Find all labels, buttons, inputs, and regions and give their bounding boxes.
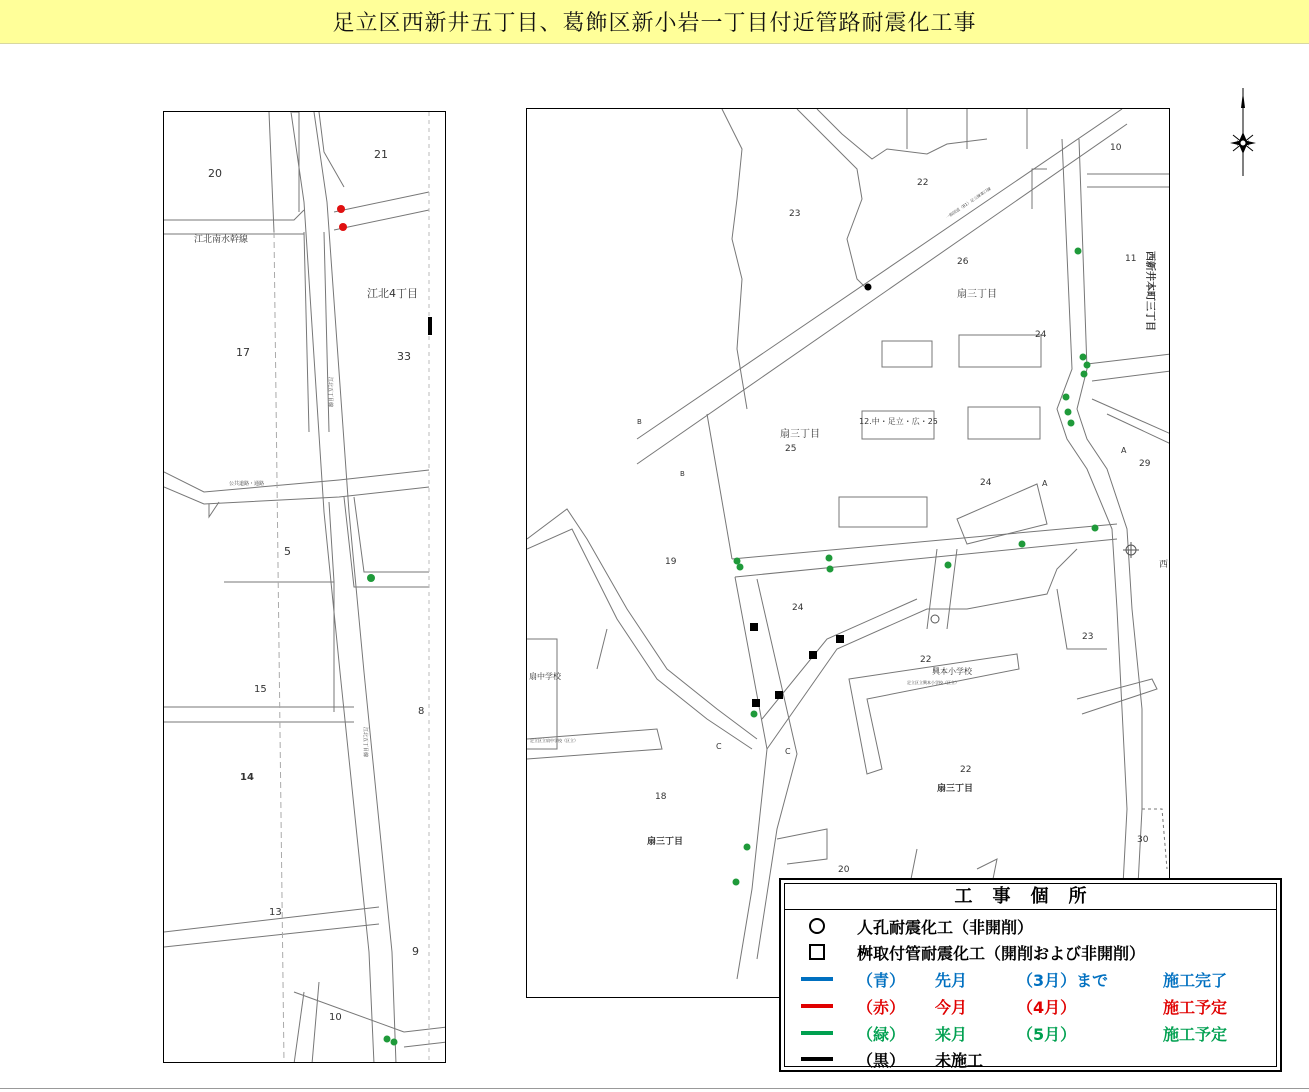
circle-icon xyxy=(801,916,833,936)
label-block-22b: 22 xyxy=(920,655,932,665)
label-school-ogi-jhs: 扇中学校 xyxy=(529,672,561,681)
red-line-icon xyxy=(801,1002,833,1010)
legend-blue-status: 施工完了 xyxy=(1163,970,1228,990)
symbol-ring xyxy=(931,615,939,623)
label-town-ogi3-a: 扇三丁目 xyxy=(957,289,997,300)
legend-row-pipe xyxy=(785,939,1276,965)
label-block-11: 11 xyxy=(1125,254,1137,264)
legend-blue-month: （3月）まで xyxy=(1017,970,1109,990)
label-block-14: 14 xyxy=(240,772,254,783)
label-c-2: C xyxy=(785,747,791,756)
map-left-roads xyxy=(164,112,446,1063)
label-block-22c: 22 xyxy=(960,765,972,775)
legend-black-period: 未施工 xyxy=(935,1050,984,1070)
legend-blue-period: 先月 xyxy=(935,970,968,990)
page-title-bar xyxy=(0,0,1309,44)
marker-green-dot[interactable] xyxy=(367,574,375,582)
black-line-icon xyxy=(801,1055,833,1063)
label-block-20: 20 xyxy=(208,167,222,180)
marker-green-dot[interactable] xyxy=(751,711,758,718)
marker-black-square[interactable] xyxy=(775,691,783,699)
legend-row-manhole-text: 人孔耐震化工（非開削） xyxy=(857,917,1034,937)
legend-green-color: （緑） xyxy=(857,1024,906,1044)
label-school-okimoto: 興本小学校 xyxy=(932,667,972,676)
legend-green-period: 来月 xyxy=(935,1024,968,1044)
label-town-kohoku4: 江北4丁目 xyxy=(367,287,418,300)
map-right[interactable] xyxy=(526,108,1170,998)
marker-green-dot[interactable] xyxy=(1068,420,1075,427)
label-block-33: 33 xyxy=(397,350,411,363)
label-block-21: 21 xyxy=(374,148,388,161)
marker-black-dot[interactable] xyxy=(865,284,872,291)
marker-green-dot[interactable] xyxy=(733,879,740,886)
map-left-canvas xyxy=(164,112,446,1063)
label-town-ogi3-c: 扇三丁目 xyxy=(647,837,684,847)
marker-green-dot[interactable] xyxy=(1084,362,1091,369)
label-block-10: 10 xyxy=(1110,143,1122,153)
label-road-vertical-1: 江北五丁目線 xyxy=(327,377,333,408)
label-block-24b: 24 xyxy=(980,478,992,488)
north-arrow-icon xyxy=(1222,88,1266,180)
label-block-9: 9 xyxy=(412,945,419,958)
marker-black-squares xyxy=(750,623,844,707)
label-block-23a: 23 xyxy=(789,209,801,219)
marker-green-dot[interactable] xyxy=(945,562,952,569)
legend xyxy=(779,878,1282,1072)
legend-row-pipe-text: 桝取付管耐震化工（開削および非開削） xyxy=(857,943,1146,963)
label-school-ogi-jhs-note: 足立区立扇中学校（区立） xyxy=(530,738,578,743)
marker-green-dot[interactable] xyxy=(744,844,751,851)
marker-green-dot[interactable] xyxy=(384,1036,391,1043)
marker-green-dot[interactable] xyxy=(827,566,834,573)
label-town-ogi3-d: 扇三丁目 xyxy=(937,784,974,794)
label-c-1: C xyxy=(716,742,722,751)
label-block-24c: 24 xyxy=(792,603,804,613)
label-b-2: B xyxy=(680,470,685,478)
label-block-13: 13 xyxy=(269,907,282,918)
legend-red-status: 施工予定 xyxy=(1163,997,1228,1017)
label-a-1: A xyxy=(1042,479,1048,488)
label-block-30: 30 xyxy=(1137,835,1149,845)
label-block-19: 19 xyxy=(665,557,677,567)
blue-line-icon xyxy=(801,975,833,983)
marker-green-dot[interactable] xyxy=(1075,248,1082,255)
label-nishi: 西 xyxy=(1159,560,1169,570)
marker-green-dot[interactable] xyxy=(1019,541,1026,548)
marker-green-dot[interactable] xyxy=(1063,394,1070,401)
marker-green-dot[interactable] xyxy=(734,558,741,565)
marker-green-dot[interactable] xyxy=(1092,525,1099,532)
legend-row-manhole xyxy=(785,913,1276,939)
label-block-22a: 22 xyxy=(917,178,929,188)
label-b-1: B xyxy=(637,418,642,426)
label-road-diagonal: 一般国道（B1）足立線東口線 xyxy=(944,185,992,220)
map-right-canvas xyxy=(527,109,1170,998)
marker-black-square[interactable] xyxy=(809,651,817,659)
marker-black-bar[interactable] xyxy=(428,317,432,335)
marker-black-square[interactable] xyxy=(836,635,844,643)
legend-red-period: 今月 xyxy=(935,997,968,1017)
label-road-vertical-2: 江北五丁目線 xyxy=(362,727,368,758)
label-block-29: 29 xyxy=(1139,459,1151,469)
marker-red-dot[interactable] xyxy=(337,205,345,213)
label-block-10: 10 xyxy=(329,1012,342,1023)
label-town-ogi3-b: 扇三丁目 xyxy=(780,429,820,440)
square-icon xyxy=(801,942,833,962)
legend-row-blue xyxy=(785,966,1276,992)
marker-green-dot[interactable] xyxy=(1081,371,1088,378)
label-block-23b: 23 xyxy=(1082,632,1094,642)
legend-row-black xyxy=(785,1046,1276,1072)
legend-row-green xyxy=(785,1020,1276,1046)
map-left[interactable] xyxy=(163,111,446,1063)
marker-green-dot[interactable] xyxy=(737,564,744,571)
marker-red-dot[interactable] xyxy=(339,223,347,231)
legend-red-color: （赤） xyxy=(857,997,906,1017)
label-block-25: 25 xyxy=(785,444,797,454)
marker-black-square[interactable] xyxy=(750,623,758,631)
label-block-20: 20 xyxy=(838,865,850,875)
marker-black-square[interactable] xyxy=(752,699,760,707)
label-block-24a: 24 xyxy=(1035,330,1047,340)
label-block-5: 5 xyxy=(284,545,291,558)
legend-blue-color: （青） xyxy=(857,970,906,990)
label-block-26: 26 xyxy=(957,257,969,267)
legend-row-red xyxy=(785,993,1276,1019)
legend-red-month: （4月） xyxy=(1017,997,1077,1017)
label-block-17: 17 xyxy=(236,346,250,359)
label-box-code: 12.中・足立・広・25 xyxy=(859,417,938,426)
label-school-okimoto-note: 足立区立興本小学校（区立） xyxy=(907,680,959,685)
legend-title: 工事個所 xyxy=(785,884,1276,910)
label-road-kohoku-main: 江北南水幹線 xyxy=(194,235,249,245)
marker-green-dot[interactable] xyxy=(391,1039,398,1046)
label-block-18: 18 xyxy=(655,792,667,802)
page-title: 足立区西新井五丁目、葛飾区新小岩一丁目付近管路耐震化工事 xyxy=(332,11,977,36)
legend-green-month: （5月） xyxy=(1017,1024,1077,1044)
label-a-2: A xyxy=(1121,446,1127,455)
marker-green-dot[interactable] xyxy=(1065,409,1072,416)
label-road-horizontal-2: 公共道路・通路 xyxy=(229,481,265,487)
label-block-15: 15 xyxy=(254,684,267,695)
label-block-8: 8 xyxy=(418,706,425,717)
marker-green-dot[interactable] xyxy=(1080,354,1087,361)
green-line-icon xyxy=(801,1029,833,1037)
legend-black-color: （黒） xyxy=(857,1050,906,1070)
bottom-divider xyxy=(0,1088,1309,1089)
symbol-crosshair xyxy=(1123,542,1139,558)
marker-green-dot[interactable] xyxy=(826,555,833,562)
legend-green-status: 施工予定 xyxy=(1163,1024,1228,1044)
label-town-nishiarai-honcho: 西新井本町三丁目 xyxy=(1144,251,1155,331)
